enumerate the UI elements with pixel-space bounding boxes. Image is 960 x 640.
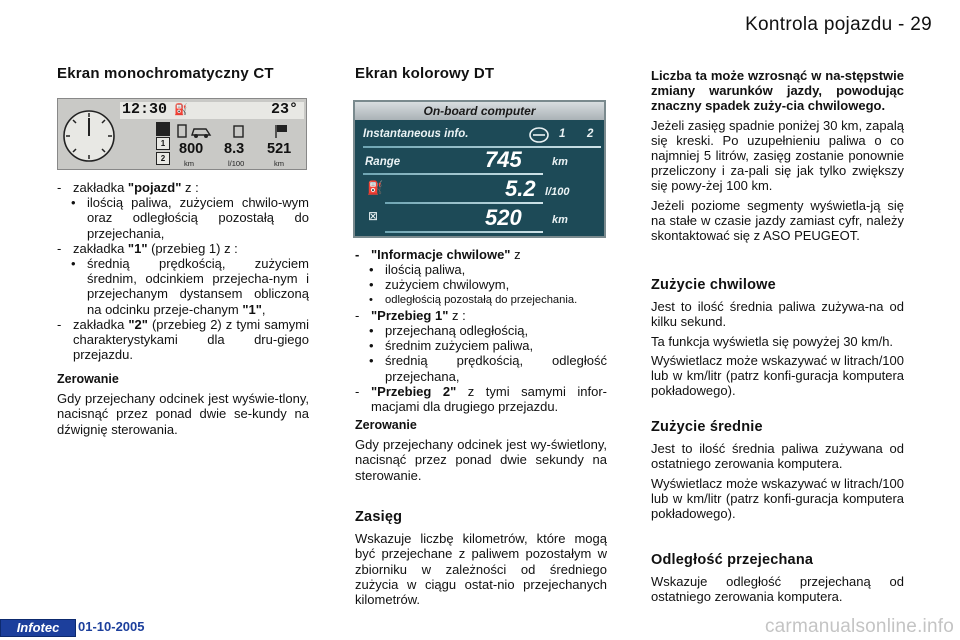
lcd-unit-1: km (184, 159, 194, 168)
screen-tab-1: 1 (559, 128, 566, 140)
page-header-title: Kontrola pojazdu - 29 (745, 14, 932, 35)
list-item: - "Informacje chwilowe" z (355, 247, 521, 262)
list-item: • średnim zużyciem paliwa, (369, 338, 534, 354)
screen-range-unit: km (552, 156, 568, 168)
range-note-bold: Liczba ta może wzrosnąć w na-stępstwie zmiany warunków jazdy, powodując znaczny spadek zuży-cia chwilowego. (651, 68, 904, 114)
list-item: • odległością pozostałą do przejechania. (369, 293, 578, 306)
lcd-unit-2: l/100 (228, 159, 245, 168)
reset-text: Gdy przejechany odcinek jest wy-świetlony, nacisnąć przez ponad dwie sekundy na sterowanie. (355, 437, 607, 483)
average-p2: Wyświetlacz może wskazywać w litrach/100 lub w km/litr (patrz konfi-guracja komputera pokładowego). (651, 475, 904, 522)
average-consumption-section (651, 420, 904, 521)
lcd-tab-2: 2 (156, 152, 170, 165)
list-item: - zakładka "pojazd" z : (57, 180, 199, 195)
screen-row-instantaneous: Instantaneous info. (363, 128, 469, 140)
trip-icon: ⊠ (368, 209, 379, 223)
screen-range-value: 745 (485, 147, 522, 172)
range-title: Zasięg (355, 509, 403, 525)
reset-section-mono (57, 372, 309, 437)
list-item: • przejechaną odległością, (369, 323, 529, 339)
lcd-value-range: 800 (179, 141, 204, 157)
screen-title: On-board computer (355, 102, 604, 120)
reset-title: Zerowanie (57, 372, 119, 386)
screen-consumption-unit: l/100 (545, 186, 570, 198)
right-column (651, 68, 904, 243)
list-item: • średnią prędkością, zużyciem średnim, odcinkiem przejecha-nym i przejechanym dystansem obliczoną na odcinku przeje-chanym "1", (71, 256, 309, 317)
instant-consumption-section (651, 278, 904, 398)
car-front-icon (528, 126, 550, 144)
instant-consumption-title: Zużycie chwilowe (651, 277, 776, 293)
monochrome-display-illustration (57, 98, 307, 170)
instant-p3: Wyświetlacz może wskazywać w litrach/100 lub w km/litr (patrz konfi-guracja komputera pokładowego). (651, 352, 904, 399)
lcd-icon-row (176, 123, 300, 139)
reset-text: Gdy przejechany odcinek jest wyświe-tlony, nacisnąć przez ponad dwie se-kundy na dźwignię sterowania. (57, 391, 309, 437)
distance-p1: Wskazuje odległość przejechaną od ostatniego zerowania komputera. (651, 574, 904, 605)
car-tab-icon (156, 122, 170, 136)
lcd-time: 12:30 (122, 101, 168, 118)
list-item: - zakładka "1" (przebieg 1) z : (57, 240, 238, 256)
lcd-value-distance: 521 (267, 141, 292, 157)
screen-distance-unit: km (552, 214, 568, 226)
list-item: - zakładka "2" (przebieg 2) z tymi samymi charakterystykami dla dru-giego przejazdu. (57, 316, 310, 363)
average-consumption-title: Zużycie średnie (651, 419, 763, 435)
lcd-tab-1: 1 (156, 137, 170, 150)
list-item: • średnią prędkością, odległość przejechana, (369, 353, 607, 384)
list-item: • ilością paliwa, (369, 262, 466, 278)
reset-title: Zerowanie (355, 418, 417, 432)
instant-p2: Ta funkcja wyświetla się powyżej 30 km/h. (651, 333, 894, 349)
screen-tab-2: 2 (587, 128, 594, 140)
fuel-pump-icon: ⛽ (174, 104, 188, 116)
reset-section-colour (355, 418, 607, 483)
distance-section (651, 553, 904, 605)
fuel-pump-icon: ⛽ (367, 180, 384, 195)
monochrome-tabs-list (57, 180, 309, 362)
range-section (355, 510, 607, 607)
infotec-logo: Infotec (0, 619, 76, 637)
section-title-colour: Ekran kolorowy DT (355, 65, 495, 82)
colour-pages-list (355, 247, 607, 414)
section-title-monochrome: Ekran monochromatyczny CT (57, 65, 274, 82)
footer-date: 01-10-2005 (78, 619, 145, 634)
list-item: • zużyciem chwilowym, (369, 277, 510, 293)
lcd-value-consumption: 8.3 (224, 141, 245, 157)
screen-row-range: Range (365, 156, 401, 168)
range-text: Wskazuje liczbę kilometrów, które mogą być przejechane z paliwem pozostałym w zbiorniku w zależności od średniego zużycia w ciągu ostat-nio przejechanych kilometrów. (355, 531, 607, 608)
lcd-temperature: 23° (270, 101, 298, 118)
lcd-unit-3: km (274, 159, 284, 168)
screen-consumption-value: 5.2 (505, 176, 536, 201)
colour-display-illustration (353, 100, 606, 238)
clock-dial-icon (61, 102, 119, 166)
watermark: carmanualsonline.info (764, 616, 954, 637)
list-item: • ilością paliwa, zużyciem chwilo-wym oraz odległością pozostałą do przejechania, (71, 195, 309, 241)
distance-title: Odległość przejechana (651, 552, 814, 568)
range-note-p1: Jeżeli zasięg spadnie poniżej 30 km, zapalą się kreski. Po uzupełnieniu paliwa o co najmniej 5 litrów, zasięg zostanie ponownie przeliczony i za-pali się jak tylko zwiększy się powy-żej 100 km. (651, 117, 904, 194)
range-note-p2: Jeżeli poziome segmenty wyświetla-ją się na stałe w czasie jazdy zamiast cyfr, należy skontaktować się z ASO PEUGEOT. (651, 197, 904, 244)
list-item: - "Przebieg 1" z : (355, 307, 466, 323)
average-p1: Jest to ilość średnia paliwa zużywana od ostatniego zerowania komputera. (651, 441, 904, 472)
screen-distance-value: 520 (485, 205, 522, 230)
list-item: - "Przebieg 2" z tymi samymi infor-macjami dla drugiego przejazdu. (355, 383, 607, 415)
instant-p1: Jest to ilość średnia paliwa zużywa-na od kilku sekund. (651, 299, 904, 330)
